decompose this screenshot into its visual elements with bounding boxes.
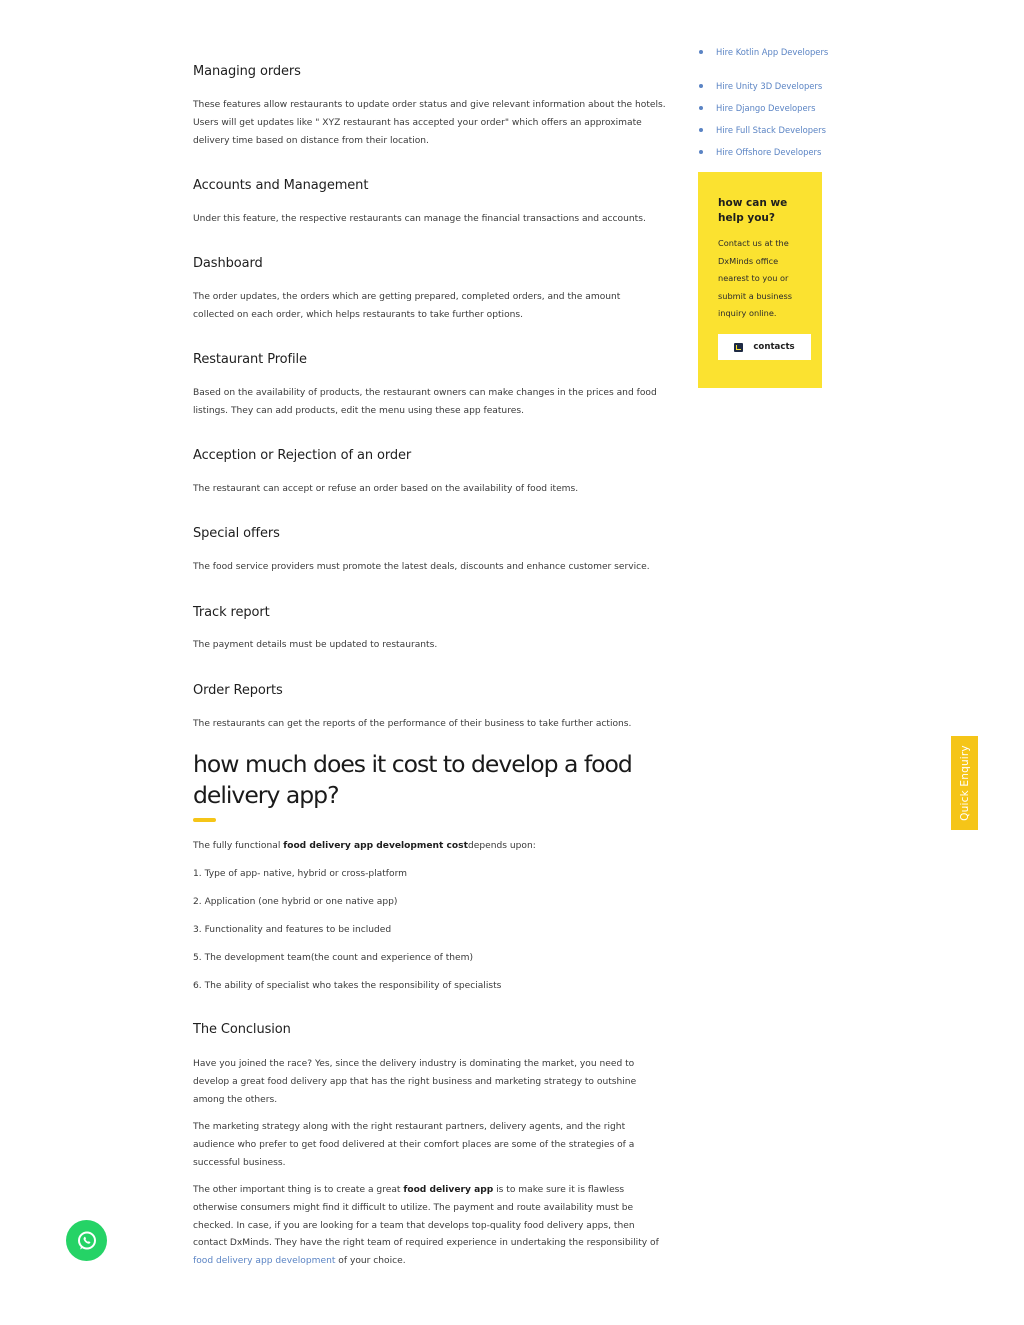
conclusion-paragraph-1: Have you joined the race? Yes, since the delivery industry is dominating the market, you need to develop a great food delivery app that has the right business and marketing strategy to outshine among the others. (193, 1059, 637, 1105)
food-delivery-app-development-link[interactable]: food delivery app development (193, 1256, 336, 1267)
conclusion-p3-bold: food delivery app (403, 1185, 494, 1195)
conclusion-paragraph-3 (193, 1182, 671, 1271)
section-text-track-report: The payment details must be updated to restaurants. (193, 640, 438, 650)
title-underline (193, 818, 216, 822)
sidebar-link-label[interactable]: Hire Unity 3D Developers (716, 81, 823, 91)
cost-factor: 6. The ability of specialist who takes the responsibility of specialists (193, 981, 502, 991)
cost-factor: 1. Type of app- native, hybrid or cross-platform (193, 869, 408, 879)
cost-factor: 5. The development team(the count and experience of them) (193, 953, 474, 963)
whatsapp-button[interactable] (66, 1220, 107, 1261)
section-heading-special-offers: Special offers (193, 526, 280, 541)
help-card-text: Contact us at the DxMinds office nearest to you or submit a business inquiry online. (718, 238, 793, 319)
bullet-icon (699, 50, 703, 54)
sidebar-link-label[interactable]: Hire Kotlin App Developers (716, 47, 829, 57)
cost-factor: 2. Application (one hybrid or one native app) (193, 897, 398, 907)
contacts-button[interactable] (718, 334, 811, 360)
section-text-special-offers: The food service providers must promote the latest deals, discounts and enhance customer service. (193, 562, 650, 572)
help-card (698, 172, 822, 388)
sidebar-link-offshore[interactable] (699, 146, 829, 158)
cost-intro-after: depends upon: (467, 841, 536, 851)
sidebar-link-django[interactable] (699, 102, 829, 114)
section-heading-managing-orders: Managing orders (193, 64, 301, 79)
quick-enquiry-tab[interactable] (951, 736, 978, 830)
help-card-title: how can we help you? (718, 197, 788, 224)
cost-intro (193, 838, 671, 856)
section-heading-acception: Acception or Rejection of an order (193, 448, 412, 463)
section-heading-track-report: Track report (193, 605, 270, 620)
section-text-managing-orders: These features allow restaurants to update order status and give relevant information about the hotels. Users will get updates like " XYZ restaurant has accepted your order" which offers an approximate delivery time based on distance from their location. (193, 100, 666, 146)
contact-card-icon (734, 343, 743, 352)
sidebar-link-label[interactable]: Hire Django Developers (716, 103, 816, 113)
section-heading-accounts: Accounts and Management (193, 178, 369, 193)
section-heading-dashboard: Dashboard (193, 256, 263, 271)
section-text-restaurant-profile: Based on the availability of products, the restaurant owners can make changes in the prices and food listings. They can add products, edit the menu using these app features. (193, 388, 657, 416)
conclusion-p3-text-c: of your choice. (335, 1256, 406, 1267)
section-heading-order-reports: Order Reports (193, 683, 283, 698)
sidebar-link-label[interactable]: Hire Full Stack Developers (716, 125, 826, 135)
section-text-dashboard: The order updates, the orders which are getting prepared, completed orders, and the amount collected on each order, which helps restaurants to take further options. (193, 292, 621, 320)
cost-intro-bold: food delivery app development cost (283, 841, 468, 851)
sidebar-link-label[interactable]: Hire Offshore Developers (716, 147, 822, 157)
conclusion-paragraph-2: The marketing strategy along with the right restaurant partners, delivery agents, and the right audience who prefer to get food delivered at their comfort places are some of the strategies of a successful business. (193, 1122, 635, 1168)
whatsapp-icon (75, 1229, 99, 1253)
sidebar-link-fullstack[interactable] (699, 124, 829, 136)
quick-enquiry-label: Quick Enquiry (958, 745, 971, 821)
section-text-accounts: Under this feature, the respective restaurants can manage the financial transactions and accounts. (193, 214, 646, 224)
sidebar-link-unity[interactable] (699, 80, 829, 92)
section-text-acception: The restaurant can accept or refuse an order based on the availability of food items. (193, 484, 579, 494)
bullet-icon (699, 150, 703, 154)
bullet-icon (699, 84, 703, 88)
section-heading-conclusion: The Conclusion (193, 1022, 291, 1037)
contacts-button-label: contacts (753, 342, 795, 352)
conclusion-p3-text-a: The other important thing is to create a great (193, 1185, 404, 1195)
section-heading-restaurant-profile: Restaurant Profile (193, 352, 307, 367)
section-text-order-reports: The restaurants can get the reports of the performance of their business to take further actions. (193, 719, 632, 729)
cost-factor: 3. Functionality and features to be included (193, 925, 392, 935)
conclusion-p3-text-b: is to make sure it is flawless otherwise consumers might find it difficult to utilize. The payment and route availability must be checked. In case, if you are looking for a team that develops top-quality food delivery apps, then contact DxMinds. They have the right team of required experience in undertaking the responsibility of (193, 1185, 659, 1249)
bullet-icon (699, 128, 703, 132)
cost-section-title: how much does it cost to develop a food delivery app? (193, 750, 632, 809)
bullet-icon (699, 106, 703, 110)
sidebar-link-kotlin[interactable] (699, 46, 829, 58)
cost-intro-before: The fully functional (193, 841, 284, 851)
